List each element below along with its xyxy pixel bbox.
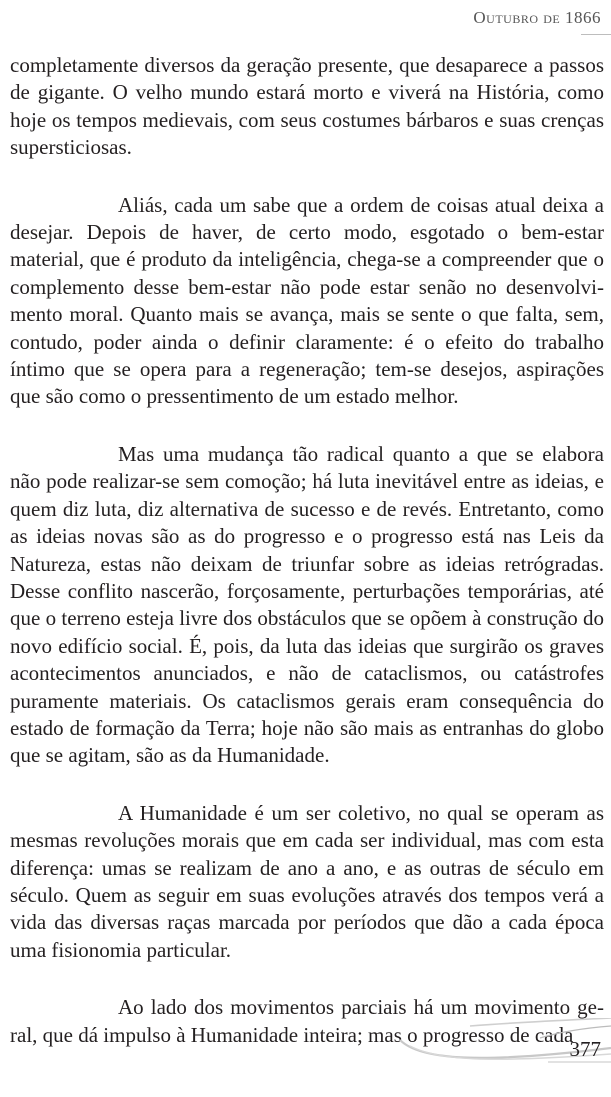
paragraph-3: Mas uma mudança tão radical quanto a que se elabora não pode realizar-se sem comoção; há luta inevitável entre as ideias, e quem diz luta, diz alternativa de sucesso e de revés. Entretanto, como as ideias novas são as do progresso e o progresso está nas Leis da Natureza, estas não deixam de triunfar sobre as ideias retrógradas. Desse conflito nascerão, forçosamente, perturbações temporárias, até que o terreno esteja livre dos obstáculos que se opõem à construção do novo edifício social. É, pois, da luta das ideias que surgirão os graves acontecimentos anunciados, e não de cataclismos, ou catástrofes puramente materiais. Os cataclismos gerais eram consequência do estado de formação da Terra; hoje não são mais as entranhas do globo que se agitam, são as da Humanidade. bbox=[10, 441, 604, 768]
page-body bbox=[10, 52, 604, 1049]
paragraph-4: A Humanidade é um ser coletivo, no qual se operam as mesmas revoluções morais que em cada ser individual, mas com esta diferença: umas se realizam de ano a ano, e as outras de século em século. Quem as seguir em suas evoluções através dos tempos verá a vida das diversas raças marcada por períodos que dão a cada época uma fisionomia particular. bbox=[10, 800, 604, 962]
paragraph-2: Aliás, cada um sabe que a ordem de coisas atual deixa a desejar. Depois de haver, de certo modo, esgotado o bem-estar material, que é produto da inteligência, chega-se a compreender que o complemento desse bem-estar não pode estar senão no desenvolvimento moral. Quanto mais se avança, mais se sente o que falta, sem, contudo, poder ainda o definir claramente: é o efeito do trabalho íntimo que se opera para a regeneração; tem-se desejos, aspirações que são como o pressentimento de um estado melhor. bbox=[10, 192, 604, 409]
page-footer bbox=[0, 1018, 611, 1097]
page-number: 377 bbox=[569, 1037, 601, 1061]
running-header: Outubro de 1866 bbox=[473, 8, 601, 27]
header-rule bbox=[581, 34, 611, 35]
paragraph-5: Ao lado dos movimentos parciais há um movimento geral, que dá impulso à Humanidade inteira; mas o progresso de cada bbox=[10, 995, 604, 1047]
paragraph-1: completamente diversos da geração presente, que desaparece a passos de gigante. O velho mundo estará morto e viverá na História, como hoje os tempos medievais, com seus costumes bárbaros e suas crenças supersticiosas. bbox=[10, 53, 604, 160]
swoosh-ornament-icon bbox=[0, 1018, 611, 1097]
